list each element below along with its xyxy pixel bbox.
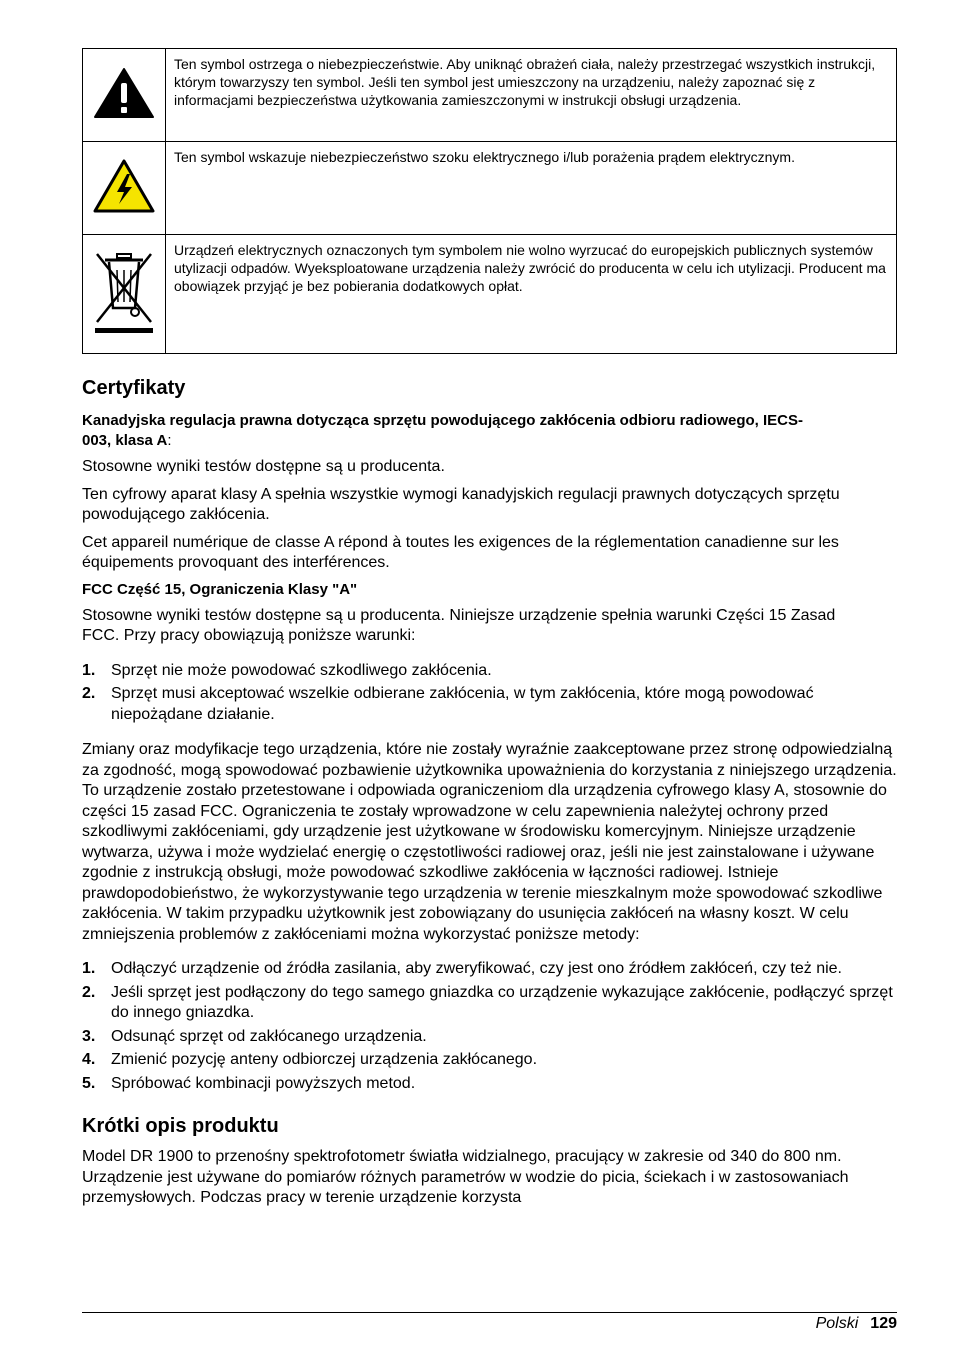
canada-paragraph-3: Cet appareil numérique de classe A répond à toutes les exigences de la réglementation canadienne sur les équipements provoquant des interférences.: [82, 533, 839, 571]
list-number: 1.: [82, 960, 96, 977]
weee-crossed-bin-icon: [91, 250, 157, 334]
symbol-row-electrical: [83, 142, 897, 235]
list-item: [82, 684, 822, 725]
list-text: Sprzęt nie może powodować szkodliwego zakłócenia.: [111, 661, 492, 679]
canada-paragraph-1: Stosowne wyniki testów dostępne są u producenta.: [82, 458, 445, 475]
symbol-description: Urządzeń elektrycznych oznaczonych tym symbolem nie wolno wyrzucać do europejskich publicznych systemów utylizacji odpadów. Wyeksploatowane urządzenia należy zwrócić do producenta w celu ich utylizacji. Producent ma obowiązek przyjąć je bez pobierania dodatkowych opłat.: [166, 235, 897, 354]
list-item: [82, 983, 897, 1024]
page-footer: [816, 1314, 897, 1334]
safety-symbols-table: [82, 48, 897, 354]
section-heading-product: Krótki opis produktu: [82, 1115, 279, 1137]
page-content: [82, 48, 897, 1209]
fcc-heading: FCC Część 15, Ograniczenia Klasy "A": [82, 580, 358, 598]
symbol-description: Ten symbol ostrzega o niebezpieczeństwie. Aby uniknąć obrażeń ciała, należy przestrzegać wszystkich instrukcji, którym towarzyszy ten symbol. Jeśli ten symbol jest umieszczony na urządzeniu, należy zapoznać się z informacjami bezpieczeństwa użytkowania zamieszczonymi w instrukcji obsługi urządzenia.: [166, 49, 897, 142]
product-paragraph-1: Model DR 1900 to przenośny spektrofotometr światła widzialnego, pracujący w zakresie od 340 do 800 nm. Urządzenie jest używane do pomiarów różnych parametrów w wodzie do picia, ściekach i w zastosowaniach przemysłowych. Podczas pracy w terenie urządzenie korzysta: [82, 1148, 849, 1206]
fcc-paragraph-1: Stosowne wyniki testów dostępne są u producenta. Niniejsze urządzenie spełnia warunki Części 15 Zasad FCC. Przy pracy obowiązują poniższe warunki:: [82, 606, 836, 644]
list-item: [82, 661, 822, 682]
list-text: Zmienić pozycję anteny odbiorczej urządzenia zakłócanego.: [111, 1051, 538, 1068]
canada-regulation-heading: [82, 411, 822, 451]
symbol-row-warning: [83, 49, 897, 142]
list-number: 4.: [82, 1051, 96, 1068]
symbol-row-weee: [83, 235, 897, 354]
list-item: [82, 1027, 897, 1048]
list-number: 3.: [82, 1027, 96, 1045]
fcc-conditions-list: [82, 661, 822, 726]
list-number: 5.: [82, 1074, 96, 1092]
list-text: Odsunąć sprzęt od zakłócanego urządzenia.: [111, 1027, 427, 1045]
list-number: 1.: [82, 661, 96, 679]
list-text: Jeśli sprzęt jest podłączony do tego samego gniazdka co urządzenie wykazujące zakłócenie, podłączyć sprzęt do innego gniazdka.: [111, 983, 893, 1021]
icon-cell: [83, 142, 166, 235]
canada-heading-text: Kanadyjska regulacja prawna dotycząca sprzętu powodującego zakłócenia odbioru radiowego, IECS-003, klasa A: [82, 412, 804, 449]
list-number: 2.: [82, 983, 96, 1001]
fcc-paragraph-2: Zmiany oraz modyfikacje tego urządzenia, które nie zostały wyraźnie zaakceptowane przez stronę odpowiedzialną za zgodność, mogą spowodować pozbawienie użytkownika upoważnienia do korzystania z niniejszego urządzenia. To urządzenie zostało przetestowane i odpowiada ograniczeniom dla urządzenia cyfrowego klasy A, stosownie do części 15 zasad FCC. Ograniczenia te zostały wprowadzone w celu zapewnienia należytej ochrony przed szkodliwymi zakłóceniami, gdy urządzenie jest użytkowane w środowisku komercyjnym. Niniejsze urządzenie wytwarza, używa i może wydzielać energię o częstotliwości radiowej oraz, jeśli nie jest zainstalowane i używane zgodnie z instrukcją obsługi, może powodować szkodliwe zakłócenia w łączności radiowej. Istnieje prawdopodobieństwo, że wykorzystywanie tego urządzenia w terenie mieszkalnym może spowodować szkodliwe zakłócenia. W takim przypadku użytkownik jest zobowiązany do usunięcia zakłóceń na własny koszt. W celu zmniejszenia problemów z zakłóceniami można wykorzystać poniższe metody:: [82, 741, 897, 943]
electrical-hazard-icon: [92, 158, 156, 214]
icon-cell: [83, 49, 166, 142]
list-text: Sprzęt musi akceptować wszelkie odbierane zakłócenia, w tym zakłócenia, które mogą powodować niepożądane działanie.: [111, 685, 814, 723]
warning-triangle-icon: [93, 67, 155, 119]
page-number: 129: [870, 1315, 897, 1332]
canada-paragraph-2: Ten cyfrowy aparat klasy A spełnia wszystkie wymogi kanadyjskich regulacji prawnych dotyczących sprzętu powodującego zakłócenia.: [82, 485, 840, 523]
footer-language: Polski: [815, 1315, 859, 1332]
symbol-description: Ten symbol wskazuje niebezpieczeństwo szoku elektrycznego i/lub porażenia prądem elektrycznym.: [166, 142, 897, 235]
list-text: Spróbować kombinacji powyższych metod.: [111, 1074, 416, 1092]
section-heading-certyfikaty: Certyfikaty: [82, 377, 186, 399]
list-item: [82, 1074, 897, 1095]
list-item: [82, 1050, 897, 1071]
footer-divider: [82, 1312, 897, 1313]
icon-cell: [83, 235, 166, 354]
list-text: Odłączyć urządzenie od źródła zasilania, aby zweryfikować, czy jest ono źródłem zakłóceń, czy też nie.: [111, 960, 842, 977]
interference-methods-list: [82, 959, 897, 1094]
list-item: [82, 959, 897, 980]
canada-heading-colon: :: [167, 432, 172, 449]
list-number: 2.: [82, 685, 96, 702]
